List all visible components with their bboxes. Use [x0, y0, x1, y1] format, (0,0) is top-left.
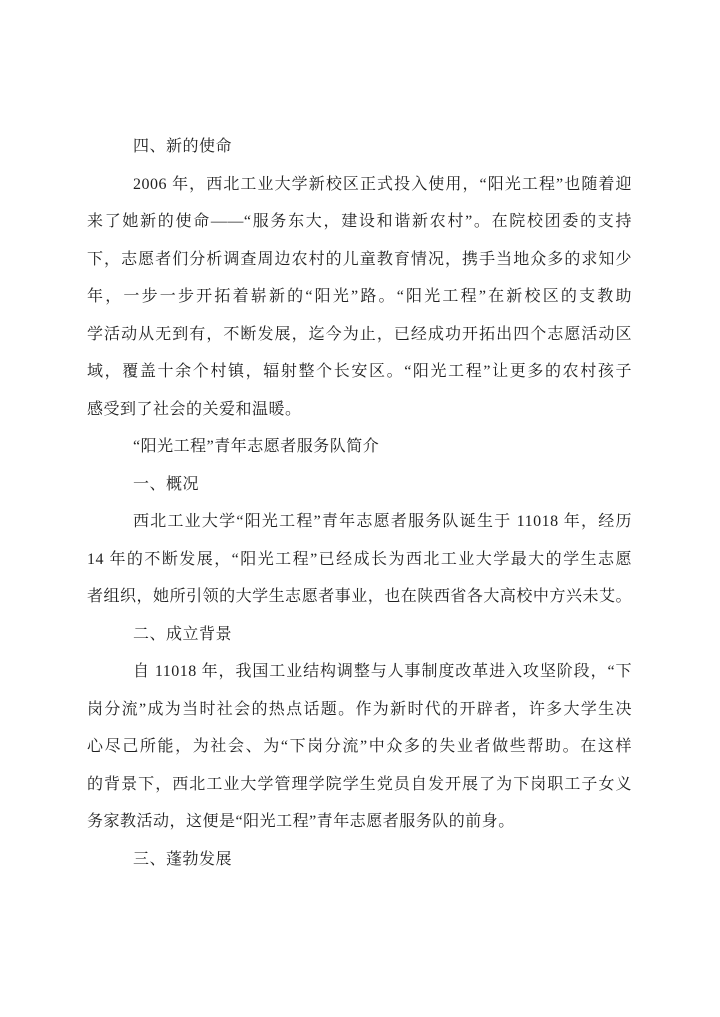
section-heading: 一、概况	[133, 475, 200, 493]
body-text-line: 西北工业大学“阳光工程”青年志愿者服务队诞生于 11018 年，经历	[133, 513, 632, 530]
document-text-block	[87, 128, 632, 878]
body-text-line: 的背景下，西北工业大学管理学院学生党员自发开展了为下岗职工子女义	[87, 775, 632, 793]
body-text-line: 岗分流”成为当时社会的热点话题。作为新时代的开辟者，许多大学生决	[87, 700, 632, 718]
body-text-line: 者组织，她所引领的大学生志愿者事业，也在陕西省各大高校中方兴未艾。	[87, 588, 632, 605]
section-heading: 三、蓬勃发展	[133, 850, 233, 868]
body-text-line: 年，一步一步开拓着崭新的“阳光”路。“阳光工程”在新校区的支教助	[87, 288, 632, 305]
body-text-line: 学活动从无到有，不断发展，迄今为止，已经成功开拓出四个志愿活动区	[87, 325, 632, 343]
body-text-line: 自 11018 年，我国工业结构调整与人事制度改革进入攻坚阶段，“下	[133, 663, 632, 680]
subtitle-line: “阳光工程”青年志愿者服务队简介	[133, 438, 380, 455]
body-text-line: 感受到了社会的关爱和温暖。	[87, 400, 302, 418]
body-text-line: 域，覆盖十余个村镇，辐射整个长安区。“阳光工程”让更多的农村孩子	[87, 363, 632, 380]
body-text-line: 下，志愿者们分析调查周边农村的儿童教育情况，携手当地众多的求知少	[87, 250, 632, 268]
body-text-line: 14 年的不断发展，“阳光工程”已经成长为西北工业大学最大的学生志愿	[87, 550, 632, 568]
body-text-line: 2006 年，西北工业大学新校区正式投入使用，“阳光工程”也随着迎	[133, 175, 632, 193]
section-heading: 四、新的使命	[133, 138, 233, 155]
body-text-line: 务家教活动，这便是“阳光工程”青年志愿者服务队的前身。	[87, 813, 515, 830]
body-text-line: 来了她新的使命——“服务东大，建设和谐新农村”。在院校团委的支持	[87, 213, 632, 230]
body-text-line: 心尽己所能，为社会、为“下岗分流”中众多的失业者做些帮助。在这样	[87, 738, 632, 755]
section-heading: 二、成立背景	[133, 625, 233, 643]
